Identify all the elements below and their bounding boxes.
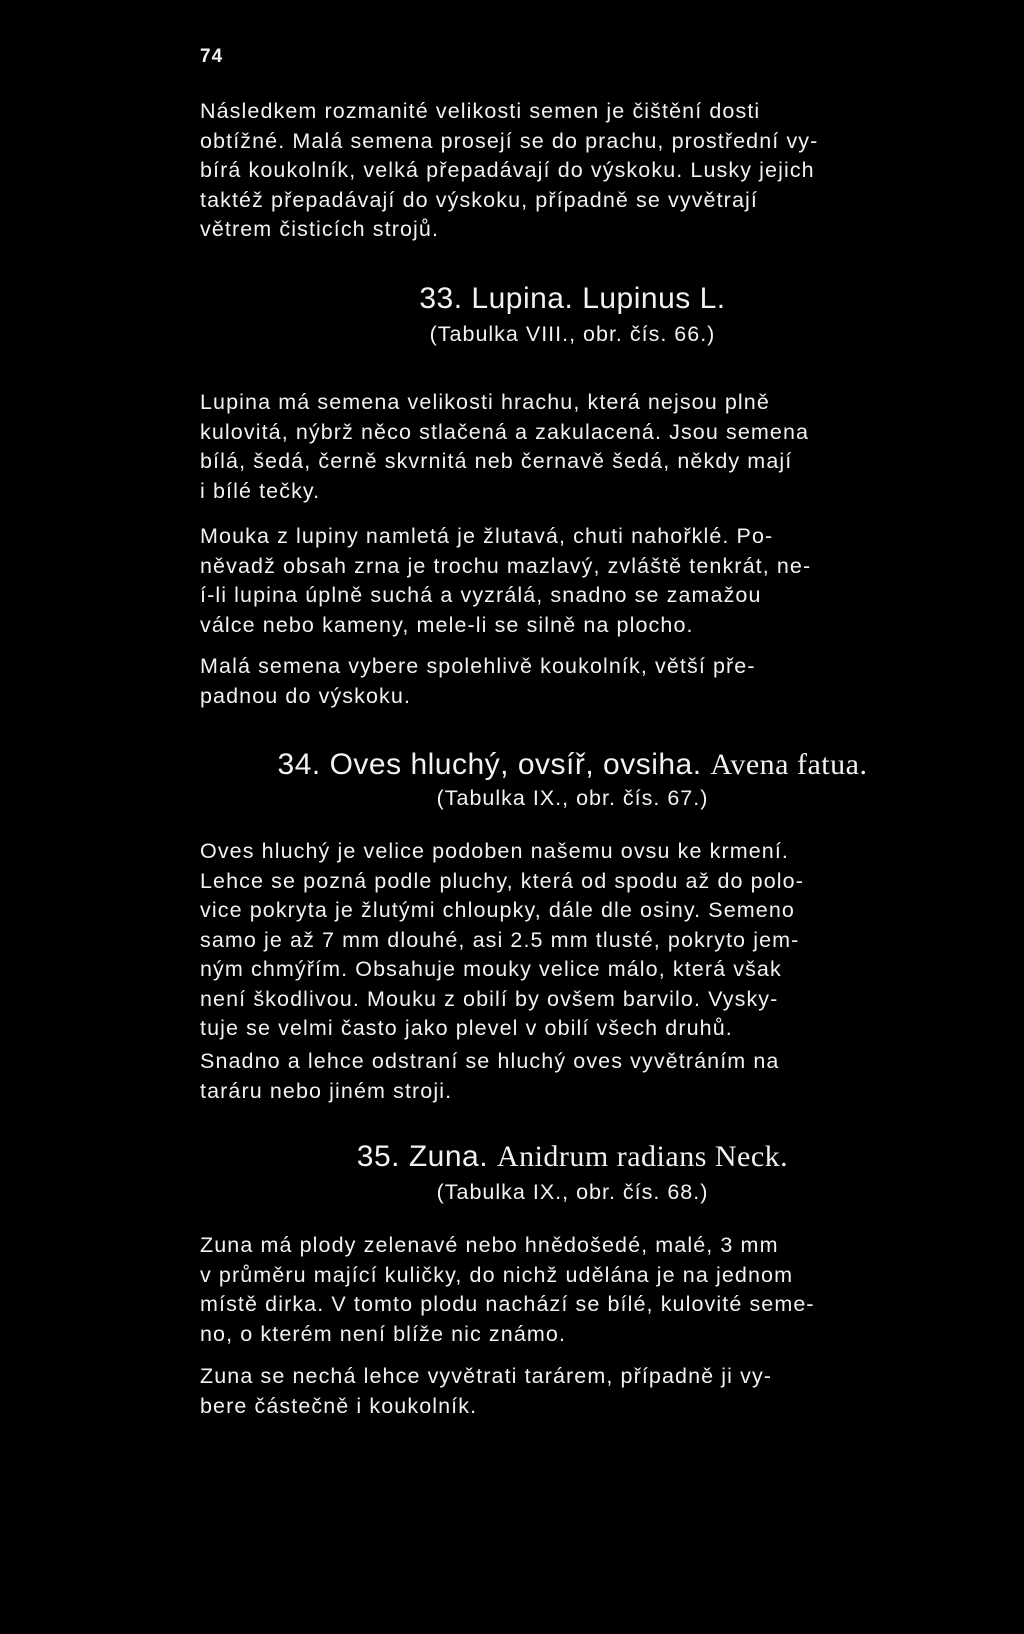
section-title: [200, 282, 945, 316]
section-common-name: Oves hluchý, ovsíř, ovsiha.: [329, 748, 702, 781]
section-reference: (Tabulka VIII., obr. čís. 66.): [429, 322, 716, 346]
section-latin-name: Avena fatua.: [710, 748, 868, 781]
section-title: [200, 1140, 945, 1174]
section-35-paragraph-2: Zuna se nechá lehce vyvětrati tarárem, případně ji vy- bere částečně i koukolník.: [200, 1364, 773, 1418]
section-33-heading: [200, 282, 945, 348]
section-latin-name: Lupinus L.: [582, 282, 726, 315]
section-number: 33.: [419, 282, 463, 315]
section-35-paragraph-1: Zuna má plody zelenavé nebo hnědošedé, malé, 3 mm v průměru mající kuličky, do nichž udělána je na jednom místě dirka. V tomto plodu nachází se bílé, kulovité seme- no, o kterém není blíže nic známo.: [200, 1233, 815, 1346]
section-reference: (Tabulka IX., obr. čís. 68.): [436, 1180, 709, 1204]
section-number: 35.: [356, 1140, 401, 1173]
section-34-paragraph-1: Oves hluchý je velice podoben našemu ovsu ke krmení. Lehce se pozná podle pluchy, která od spodu až do polo- vice pokryta je žlutými chloupky, dále dle osiny. Semeno samo je až 7 mm dlouhé, asi 2.5 mm tlusté, pokryto jem- ným chmýřím. Obsahuje mouky velice málo, která však není škodlivou. Mouku z obilí by ovšem barvilo. Vysky- tuje se velmi často jako plevel v obilí všech druhů.: [200, 839, 804, 1040]
section-33-paragraph-3: Malá semena vybere spolehlivě koukolník, větší pře- padnou do výskoku.: [200, 654, 756, 708]
section-latin-name: Anidrum radians Neck.: [496, 1140, 789, 1173]
section-33-paragraph-1: Lupina má semena velikosti hrachu, která nejsou plně kulovitá, nýbrž něco stlačená a zakulacená. Jsou semena bílá, šedá, černě skvrnitá neb černavě šedá, někdy mají i bílé tečky.: [200, 390, 810, 503]
section-34-heading: [200, 748, 945, 812]
section-34-paragraph-2: Snadno a lehce odstraní se hluchý oves vyvětráním na taráru nebo jiném stroji.: [200, 1049, 780, 1103]
section-common-name: Lupina.: [471, 282, 574, 315]
page-number: 74: [200, 46, 224, 67]
section-number: 34.: [277, 748, 321, 781]
section-35-heading: [200, 1140, 945, 1206]
section-33-paragraph-2: Mouka z lupiny namletá je žlutavá, chuti nahořklé. Po- něvadž obsah zrna je trochu mazlavý, zvláště tenkrát, ne- í-li lupina úplně suchá a vyzrálá, snadno se zamažou válce nebo kameny, mele-li se silně na plocho.: [200, 524, 812, 637]
section-title: [200, 748, 945, 782]
intro-paragraph: Následkem rozmanité velikosti semen je čištění dosti obtížné. Malá semena prosejí se do prachu, prostřední vy- bírá koukolník, velká přepadávají do výskoku. Lusky jejich taktéž přepadávají do výskoku, případně se vyvětrají větrem čisticích strojů.: [200, 99, 819, 241]
section-common-name: Zuna.: [408, 1140, 489, 1173]
section-reference: (Tabulka IX., obr. čís. 67.): [436, 786, 709, 810]
